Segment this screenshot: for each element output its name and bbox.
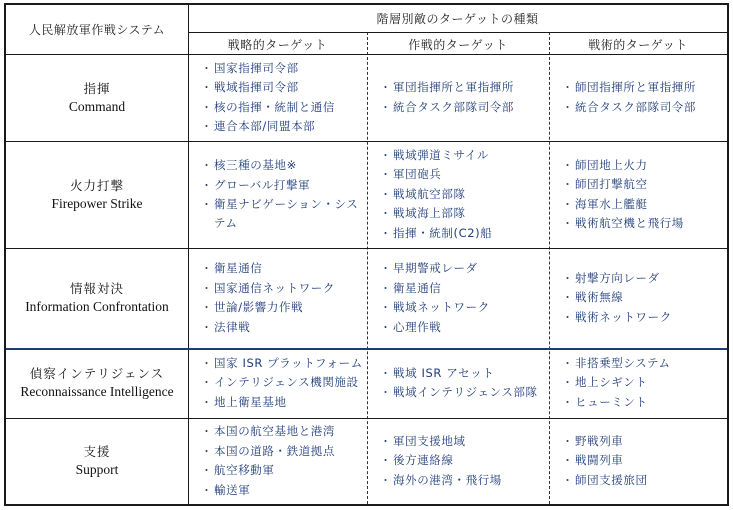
list-item: ・ 指揮・統制(C2)船: [367, 224, 549, 244]
bullet-icon: ・: [562, 178, 574, 191]
cell-information-operational: [367, 248, 549, 348]
bullet-icon: ・: [562, 434, 574, 448]
list-item: ・ 航空移動軍: [188, 461, 367, 481]
list-item: ・ 戦域航空部隊: [367, 185, 549, 205]
bullet-icon: ・: [201, 483, 213, 497]
bullet-icon: ・: [562, 356, 574, 370]
row-header-support: [6, 418, 188, 504]
bullet-icon: ・: [562, 81, 574, 94]
target-table: [4, 3, 729, 506]
bullet-icon: ・: [201, 159, 213, 172]
super-header: 階層別敵のターゲットの種類: [376, 12, 539, 26]
list-item: ・ 心理作戦: [367, 318, 549, 338]
row-header-firepower-strike: [6, 141, 188, 248]
bullet-icon: ・: [201, 376, 213, 390]
bullet-icon: ・: [380, 386, 392, 399]
bullet-icon: ・: [380, 262, 392, 275]
bullet-icon: ・: [380, 454, 392, 468]
bullet-icon: ・: [201, 320, 213, 334]
divider-super-header: [188, 32, 727, 33]
list-item: ・ 国家 ISR プラットフォーム: [188, 354, 367, 374]
cell-firepower-strategic: [188, 141, 367, 248]
bullet-icon: ・: [201, 464, 213, 477]
list-item: ・ 海外の港湾・飛行場: [367, 471, 549, 491]
row-header-command: [6, 54, 188, 141]
list-item: ・ 法律戦: [188, 318, 367, 338]
bullet-icon: ・: [380, 301, 392, 314]
bullet-icon: ・: [380, 168, 392, 182]
list-item: ・ 野戦列車: [549, 432, 727, 452]
bullet-icon: ・: [380, 207, 392, 221]
list-item: ・ グローバル打撃軍: [188, 176, 367, 196]
list-item: ・ 射撃方向レーダ: [549, 269, 727, 289]
list-item: ・ 軍団支援地域: [367, 432, 549, 452]
list-item: ・ 師団支援旅団: [549, 471, 727, 491]
list-item: ・ 本国の航空基地と港湾: [188, 422, 367, 442]
row-label-jp: 情報対決: [69, 281, 124, 296]
bullet-icon: ・: [562, 454, 574, 468]
bullet-icon: ・: [380, 81, 392, 94]
col-header-strategic: 戦略的ターゲット: [227, 38, 328, 52]
cell-firepower-tactical: [549, 141, 727, 248]
col-header-operational: 作戦的ターゲット: [408, 38, 508, 52]
list-item: ・ 核の指揮・統制と通信: [188, 98, 367, 118]
cell-recon-operational: [367, 348, 549, 418]
list-item: ・ 戦術無線: [549, 288, 727, 308]
list-item: ・ 核三種の基地※: [188, 156, 367, 176]
list-item: ・ 地上シギント: [549, 373, 727, 393]
list-item: ・ 戦術ネットワーク: [549, 308, 727, 328]
bullet-icon: ・: [201, 100, 213, 114]
list-item: ・ 戦域 ISR アセット: [367, 364, 549, 384]
col-header-tactical: 戦術的ターゲット: [588, 38, 688, 52]
cell-information-tactical: [549, 248, 727, 348]
bullet-icon: ・: [562, 197, 574, 211]
list-item: ・ インテリジェンス機関施設: [188, 373, 367, 393]
row-label-jp: 指揮: [83, 80, 111, 96]
bullet-icon: ・: [380, 100, 392, 114]
row-label-en: Firepower Strike: [51, 195, 143, 211]
bullet-icon: ・: [562, 158, 574, 172]
list-item: ・ 国家指揮司令部: [188, 59, 367, 79]
list-item: ・ 連合本部/同盟本部: [188, 117, 367, 137]
bullet-icon: ・: [201, 198, 213, 211]
cell-support-operational: [367, 418, 549, 504]
list-item: ・ 師団指揮所と軍指揮所: [549, 78, 727, 98]
corner-label: 人民解放軍作戦システム: [28, 23, 166, 37]
row-header-reconnaissance-intelligence: [6, 348, 188, 418]
bullet-icon: ・: [201, 425, 213, 438]
bullet-icon: ・: [201, 178, 213, 192]
bullet-icon: ・: [380, 226, 392, 240]
cell-recon-tactical: [549, 348, 727, 418]
list-item: ・ 本国の道路・鉄道拠点: [188, 442, 367, 462]
bullet-icon: ・: [562, 310, 574, 324]
row-label-en: Reconnaissance Intelligence: [20, 384, 174, 399]
list-item: ・ 国家通信ネットワーク: [188, 279, 367, 299]
row-label-jp: 偵察インテリジェンス: [29, 366, 165, 381]
bullet-icon: ・: [562, 291, 574, 305]
list-item: ・ 衛星通信: [367, 279, 549, 299]
bullet-icon: ・: [380, 187, 392, 201]
list-item: ・ 世論/影響力作戦: [188, 298, 367, 318]
cell-command-tactical: [549, 54, 727, 141]
bullet-icon: ・: [201, 301, 213, 314]
list-item: ・ 戦術航空機と飛行場: [549, 214, 727, 234]
cell-recon-strategic: [188, 348, 367, 418]
bullet-icon: ・: [201, 356, 213, 370]
bullet-icon: ・: [201, 444, 213, 458]
cell-command-operational: [367, 54, 549, 141]
list-item: ・ 後方連絡線: [367, 451, 549, 471]
bullet-icon: ・: [201, 61, 213, 75]
list-item: ・ 師団地上火力: [549, 156, 727, 176]
bullet-icon: ・: [562, 376, 574, 390]
row-header-information-confrontation: [6, 248, 188, 348]
cell-support-strategic: [188, 418, 367, 504]
bullet-icon: ・: [380, 148, 392, 162]
row-label-en: Support: [75, 462, 119, 477]
bullet-icon: ・: [201, 395, 213, 409]
list-item: ・ 戦闘列車: [549, 451, 727, 471]
list-item: ・ 地上衛星基地: [188, 393, 367, 413]
list-item: ・ 非搭乗型システム: [549, 354, 727, 374]
bullet-icon: ・: [201, 262, 213, 275]
bullet-icon: ・: [380, 366, 392, 380]
bullet-icon: ・: [562, 100, 574, 114]
bullet-icon: ・: [380, 434, 392, 448]
row-label-jp: 火力打撃: [69, 177, 124, 193]
cell-command-strategic: [188, 54, 367, 141]
bullet-icon: ・: [562, 217, 574, 230]
list-item: ・ 統合タスク部隊司令部: [549, 98, 727, 118]
list-item: ・ 早期警戒レーダ: [367, 259, 549, 279]
list-item: ・ 戦域指揮司令部: [188, 78, 367, 98]
list-item: ・ 海軍水上艦艇: [549, 195, 727, 215]
list-item: ・ 衛星ナビゲーション・システム: [201, 197, 359, 230]
bullet-icon: ・: [380, 320, 392, 334]
cell-support-tactical: [549, 418, 727, 504]
list-item: ・ ヒューミント: [549, 393, 727, 413]
row-label-jp: 支援: [83, 444, 111, 459]
bullet-icon: ・: [562, 473, 574, 487]
list-item: ・ 戦域インテリジェンス部隊: [367, 383, 549, 403]
bullet-icon: ・: [562, 271, 574, 285]
bullet-icon: ・: [201, 120, 213, 133]
list-item: ・ 軍団砲兵: [367, 165, 549, 185]
bullet-icon: ・: [380, 473, 392, 487]
list-item: ・ 師団打撃航空: [549, 175, 727, 195]
list-item: ・ 戦域弾道ミサイル: [367, 146, 549, 166]
list-item: ・ 軍団指揮所と軍指揮所: [367, 78, 549, 98]
bullet-icon: ・: [562, 395, 574, 409]
bullet-icon: ・: [380, 281, 392, 295]
row-label-en: Information Confrontation: [25, 299, 169, 314]
list-item: ・ 統合タスク部隊司令部: [367, 98, 549, 118]
cell-information-strategic: [188, 248, 367, 348]
row-label-en: Command: [68, 98, 126, 114]
list-item: ・ 戦域ネットワーク: [367, 298, 549, 318]
bullet-icon: ・: [201, 281, 213, 295]
cell-firepower-operational: [367, 141, 549, 248]
bullet-icon: ・: [201, 81, 213, 94]
list-item: ・ 戦域海上部隊: [367, 204, 549, 224]
list-item: ・ 輸送軍: [188, 481, 367, 501]
list-item: ・ 衛星通信: [188, 259, 367, 279]
